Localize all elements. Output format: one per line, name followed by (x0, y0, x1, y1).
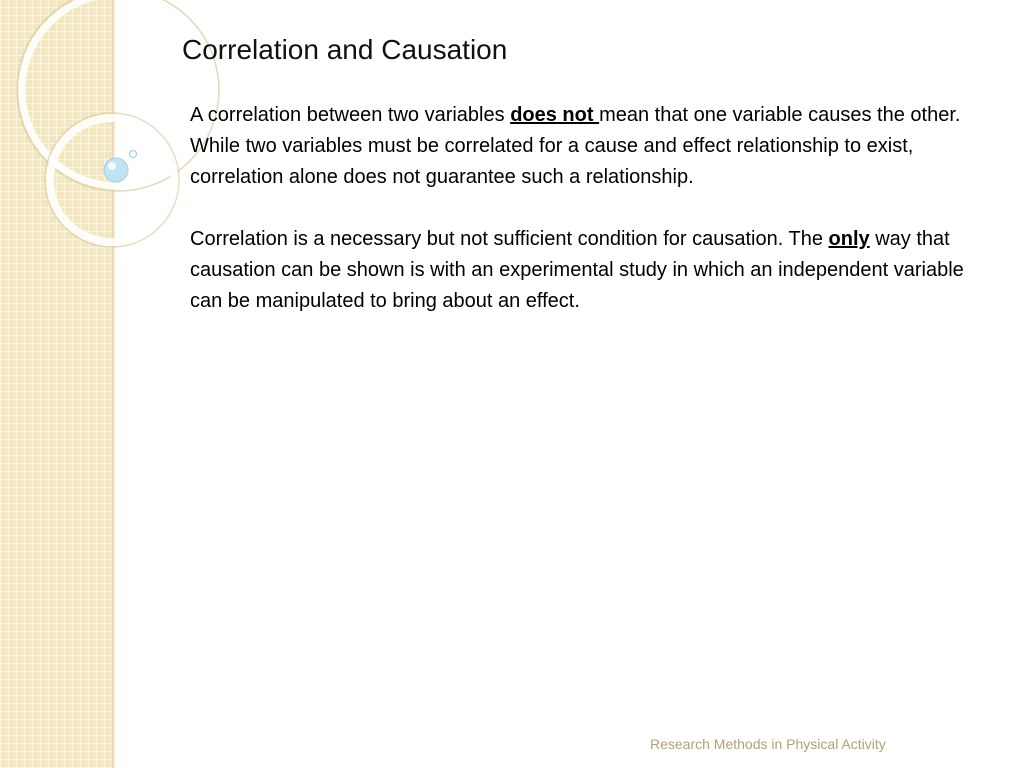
paragraph-2-text-start: Correlation is a necessary but not sufficient condition for causation. The (190, 228, 829, 250)
decorative-rings (0, 0, 180, 320)
paragraph-1-text-start: A correlation between two variables (190, 104, 511, 126)
slide-footer: Research Methods in Physical Activity (650, 736, 886, 752)
slide-body (190, 100, 980, 348)
bubble-large (104, 158, 128, 182)
bubble-small (130, 151, 137, 158)
paragraph-1 (190, 100, 980, 193)
emphasis-only: only (828, 228, 870, 250)
paragraph-2 (190, 224, 980, 317)
emphasis-does-not: does not (510, 104, 600, 126)
slide-title: Correlation and Causation (182, 34, 508, 65)
paragraph-1-text-end: mean that one variable causes the other. While two variables must be correlated for a cause and effect relationship to exist, correlation alone does not guarantee such a relationship. (190, 104, 961, 188)
bubble-highlight (108, 162, 116, 170)
paragraph-2-text-end: way that causation can be shown is with an experimental study in which an independent variable can be manipulated to bring about an effect. (190, 228, 964, 312)
